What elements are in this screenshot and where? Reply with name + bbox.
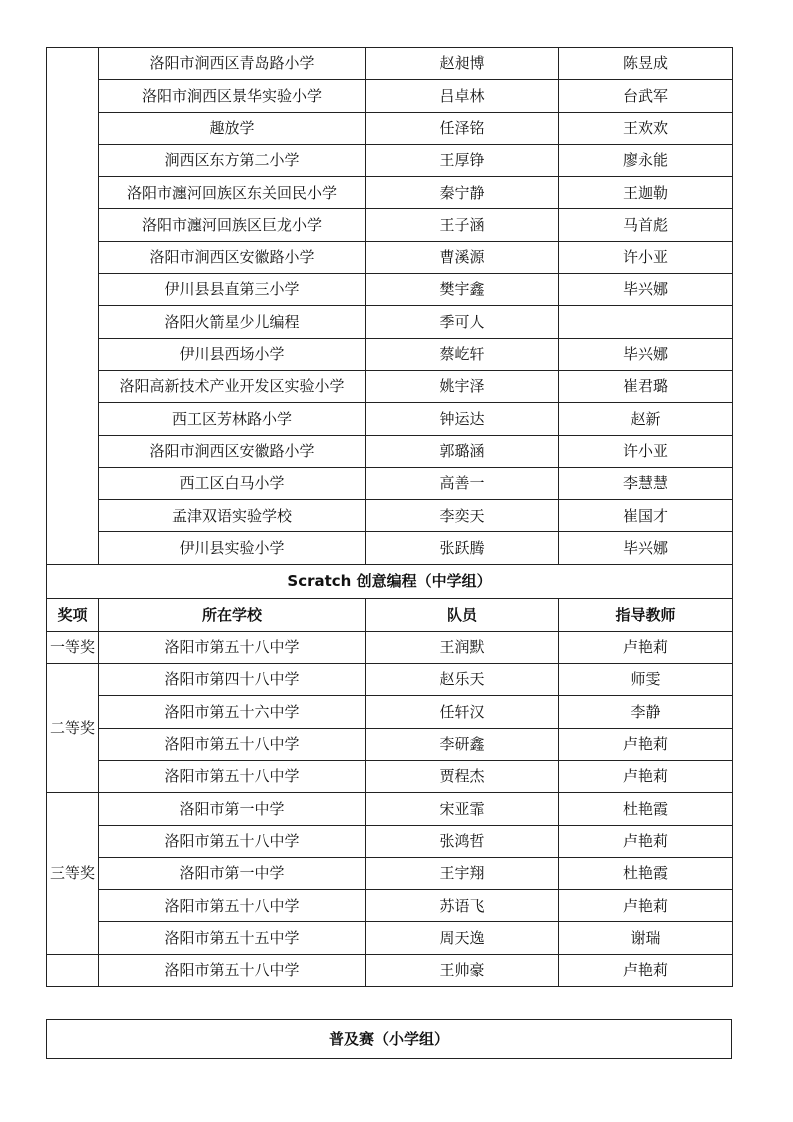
header-row	[47, 598, 733, 631]
school-cell: 洛阳市第五十五中学	[99, 922, 366, 954]
table-row	[47, 664, 733, 696]
table-row	[47, 435, 733, 467]
member-cell: 张鸿哲	[366, 825, 559, 857]
member-cell: 任轩汉	[366, 696, 559, 728]
member-cell: 赵昶博	[366, 48, 559, 80]
table-row	[47, 500, 733, 532]
table-row	[47, 144, 733, 176]
school-cell: 伊川县西场小学	[99, 338, 366, 370]
section-title-row	[47, 564, 733, 598]
school-cell: 洛阳市第五十八中学	[99, 760, 366, 792]
header-school: 所在学校	[99, 598, 366, 631]
teacher-cell: 许小亚	[559, 241, 733, 273]
award-cell	[47, 954, 99, 986]
teacher-cell: 卢艳莉	[559, 825, 733, 857]
member-cell: 张跃腾	[366, 532, 559, 564]
table-row	[47, 467, 733, 499]
table-row	[47, 793, 733, 825]
member-cell: 王子涵	[366, 209, 559, 241]
table-row	[47, 696, 733, 728]
table-row	[47, 890, 733, 922]
school-cell: 涧西区东方第二小学	[99, 144, 366, 176]
school-cell: 洛阳市涧西区安徽路小学	[99, 435, 366, 467]
teacher-cell: 李静	[559, 696, 733, 728]
teacher-cell	[559, 306, 733, 338]
member-cell: 任泽铭	[366, 112, 559, 144]
member-cell: 苏语飞	[366, 890, 559, 922]
member-cell: 李研鑫	[366, 728, 559, 760]
next-section-table	[46, 1019, 732, 1059]
member-cell: 王厚铮	[366, 144, 559, 176]
table-row	[47, 825, 733, 857]
member-cell: 李奕天	[366, 500, 559, 532]
member-cell: 高善一	[366, 467, 559, 499]
teacher-cell: 谢瑞	[559, 922, 733, 954]
award-table-body	[47, 48, 733, 987]
table-row	[47, 80, 733, 112]
award-cell	[47, 48, 99, 565]
table-row	[47, 274, 733, 306]
teacher-cell: 卢艳莉	[559, 760, 733, 792]
school-cell: 洛阳市瀍河回族区巨龙小学	[99, 209, 366, 241]
teacher-cell: 李慧慧	[559, 467, 733, 499]
table-row	[47, 922, 733, 954]
school-cell: 洛阳市涧西区景华实验小学	[99, 80, 366, 112]
section-title: Scratch 创意编程（中学组）	[47, 564, 733, 598]
teacher-cell: 马首彪	[559, 209, 733, 241]
teacher-cell: 崔国才	[559, 500, 733, 532]
table-row	[47, 728, 733, 760]
teacher-cell: 崔君璐	[559, 370, 733, 402]
member-cell: 曹溪源	[366, 241, 559, 273]
school-cell: 洛阳高新技术产业开发区实验小学	[99, 370, 366, 402]
table-row	[47, 48, 733, 80]
teacher-cell: 毕兴娜	[559, 532, 733, 564]
teacher-cell: 毕兴娜	[559, 338, 733, 370]
school-cell: 洛阳市涧西区青岛路小学	[99, 48, 366, 80]
member-cell: 周天逸	[366, 922, 559, 954]
member-cell: 王润默	[366, 631, 559, 663]
table-row	[47, 631, 733, 663]
teacher-cell: 陈昱成	[559, 48, 733, 80]
teacher-cell: 王迦勒	[559, 177, 733, 209]
member-cell: 秦宁静	[366, 177, 559, 209]
teacher-cell: 杜艳霞	[559, 857, 733, 889]
header-award: 奖项	[47, 598, 99, 631]
member-cell: 宋亚霏	[366, 793, 559, 825]
table-row	[47, 857, 733, 889]
teacher-cell: 廖永能	[559, 144, 733, 176]
member-cell: 蔡屹轩	[366, 338, 559, 370]
school-cell: 洛阳市第五十六中学	[99, 696, 366, 728]
school-cell: 洛阳市第五十八中学	[99, 728, 366, 760]
table-row	[47, 532, 733, 564]
school-cell: 洛阳市第五十八中学	[99, 631, 366, 663]
school-cell: 伊川县实验小学	[99, 532, 366, 564]
school-cell: 洛阳市第四十八中学	[99, 664, 366, 696]
school-cell: 孟津双语实验学校	[99, 500, 366, 532]
table-row	[47, 209, 733, 241]
table-row	[47, 954, 733, 986]
school-cell: 西工区白马小学	[99, 467, 366, 499]
school-cell: 洛阳市第一中学	[99, 793, 366, 825]
award-cell: 三等奖	[47, 793, 99, 954]
teacher-cell: 毕兴娜	[559, 274, 733, 306]
teacher-cell: 卢艳莉	[559, 631, 733, 663]
teacher-cell: 卢艳莉	[559, 890, 733, 922]
award-cell: 二等奖	[47, 664, 99, 793]
school-cell: 洛阳市第五十八中学	[99, 954, 366, 986]
award-cell: 一等奖	[47, 631, 99, 663]
teacher-cell: 台武军	[559, 80, 733, 112]
table-row	[47, 306, 733, 338]
teacher-cell: 许小亚	[559, 435, 733, 467]
school-cell: 洛阳市第五十八中学	[99, 890, 366, 922]
member-cell: 钟运达	[366, 403, 559, 435]
member-cell: 吕卓林	[366, 80, 559, 112]
teacher-cell: 杜艳霞	[559, 793, 733, 825]
member-cell: 郭璐涵	[366, 435, 559, 467]
table-row	[47, 760, 733, 792]
next-section-title: 普及赛（小学组）	[47, 1020, 732, 1059]
teacher-cell: 赵新	[559, 403, 733, 435]
member-cell: 赵乐天	[366, 664, 559, 696]
table-row	[47, 241, 733, 273]
member-cell: 贾程杰	[366, 760, 559, 792]
school-cell: 伊川县县直第三小学	[99, 274, 366, 306]
member-cell: 王宇翔	[366, 857, 559, 889]
school-cell: 洛阳市瀍河回族区东关回民小学	[99, 177, 366, 209]
table-row	[47, 338, 733, 370]
table-row	[47, 177, 733, 209]
teacher-cell: 师雯	[559, 664, 733, 696]
school-cell: 趣放学	[99, 112, 366, 144]
school-cell: 洛阳市第一中学	[99, 857, 366, 889]
award-table	[46, 47, 733, 987]
school-cell: 洛阳市第五十八中学	[99, 825, 366, 857]
school-cell: 西工区芳林路小学	[99, 403, 366, 435]
teacher-cell: 卢艳莉	[559, 728, 733, 760]
member-cell: 樊宇鑫	[366, 274, 559, 306]
table-row	[47, 112, 733, 144]
teacher-cell: 王欢欢	[559, 112, 733, 144]
header-member: 队员	[366, 598, 559, 631]
school-cell: 洛阳火箭星少儿编程	[99, 306, 366, 338]
header-teacher: 指导教师	[559, 598, 733, 631]
table-row	[47, 370, 733, 402]
school-cell: 洛阳市涧西区安徽路小学	[99, 241, 366, 273]
table-row	[47, 403, 733, 435]
member-cell: 姚宇泽	[366, 370, 559, 402]
member-cell: 季可人	[366, 306, 559, 338]
teacher-cell: 卢艳莉	[559, 954, 733, 986]
member-cell: 王帅豪	[366, 954, 559, 986]
